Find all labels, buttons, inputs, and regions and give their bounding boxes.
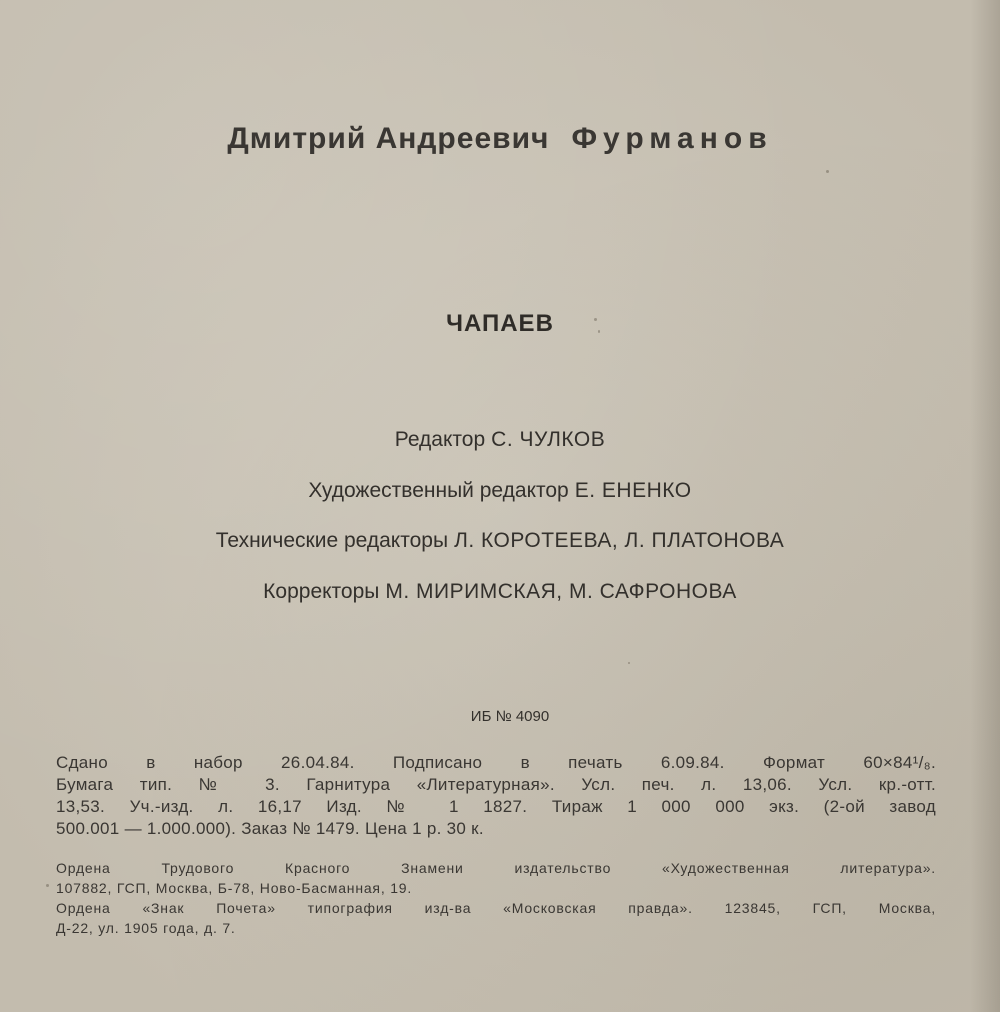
printing-details-line: Бумага тип. № 3. Гарнитура «Литературная». Усл. печ. л. 13,06. Усл. кр.-отт.	[56, 775, 936, 794]
publisher-details-line: 107882, ГСП, Москва, Б-78, Ново-Басманная, 19.	[56, 880, 413, 896]
printing-details	[56, 752, 936, 840]
paper-speck	[826, 170, 829, 173]
printing-details-line: 13,53. Уч.-изд. л. 16,17 Изд. № 1 1827. Тираж 1 000 000 экз. (2-ой завод	[56, 797, 936, 816]
credit-names: Е. ЕНЕНКО	[574, 479, 692, 502]
printing-details-line: Сдано в набор 26.04.84. Подписано в печать 6.09.84. Формат 60×84¹/₈.	[56, 753, 936, 772]
credit-proofreaders	[0, 580, 1000, 604]
publisher-details	[56, 858, 936, 938]
credit-technical-editors	[0, 529, 1000, 553]
publisher-details-line: Ордена Трудового Красного Знамени издательство «Художественная литература».	[56, 860, 936, 876]
credit-role: Корректоры	[263, 580, 380, 603]
author-name	[0, 122, 1000, 156]
credit-role: Редактор	[394, 428, 486, 451]
author-surname: Фурманов	[571, 122, 773, 155]
credit-role: Технические редакторы	[215, 529, 449, 552]
publisher-details-line: Д-22, ул. 1905 года, д. 7.	[56, 920, 236, 936]
credit-names: Л. КОРОТЕЕВА, Л. ПЛАТОНОВА	[454, 529, 785, 552]
credit-art-editor	[0, 479, 1000, 503]
printing-details-line: 500.001 — 1.000.000). Заказ № 1479. Цена 1 р. 30 к.	[56, 819, 484, 838]
paper-speck	[46, 884, 49, 887]
book-title: ЧАПАЕВ	[446, 310, 554, 337]
credit-role: Художественный редактор	[308, 479, 569, 502]
ib-number: ИБ № 4090	[470, 708, 550, 725]
publisher-details-line: Ордена «Знак Почета» типография изд-ва «Московская правда». 123845, ГСП, Москва,	[56, 900, 936, 916]
author-given-names: Дмитрий Андреевич	[227, 122, 550, 155]
credit-editor	[0, 428, 1000, 452]
credit-names: М. МИРИМСКАЯ, М. САФРОНОВА	[385, 580, 737, 603]
credit-names: С. ЧУЛКОВ	[491, 428, 606, 451]
paper-speck	[628, 662, 630, 664]
